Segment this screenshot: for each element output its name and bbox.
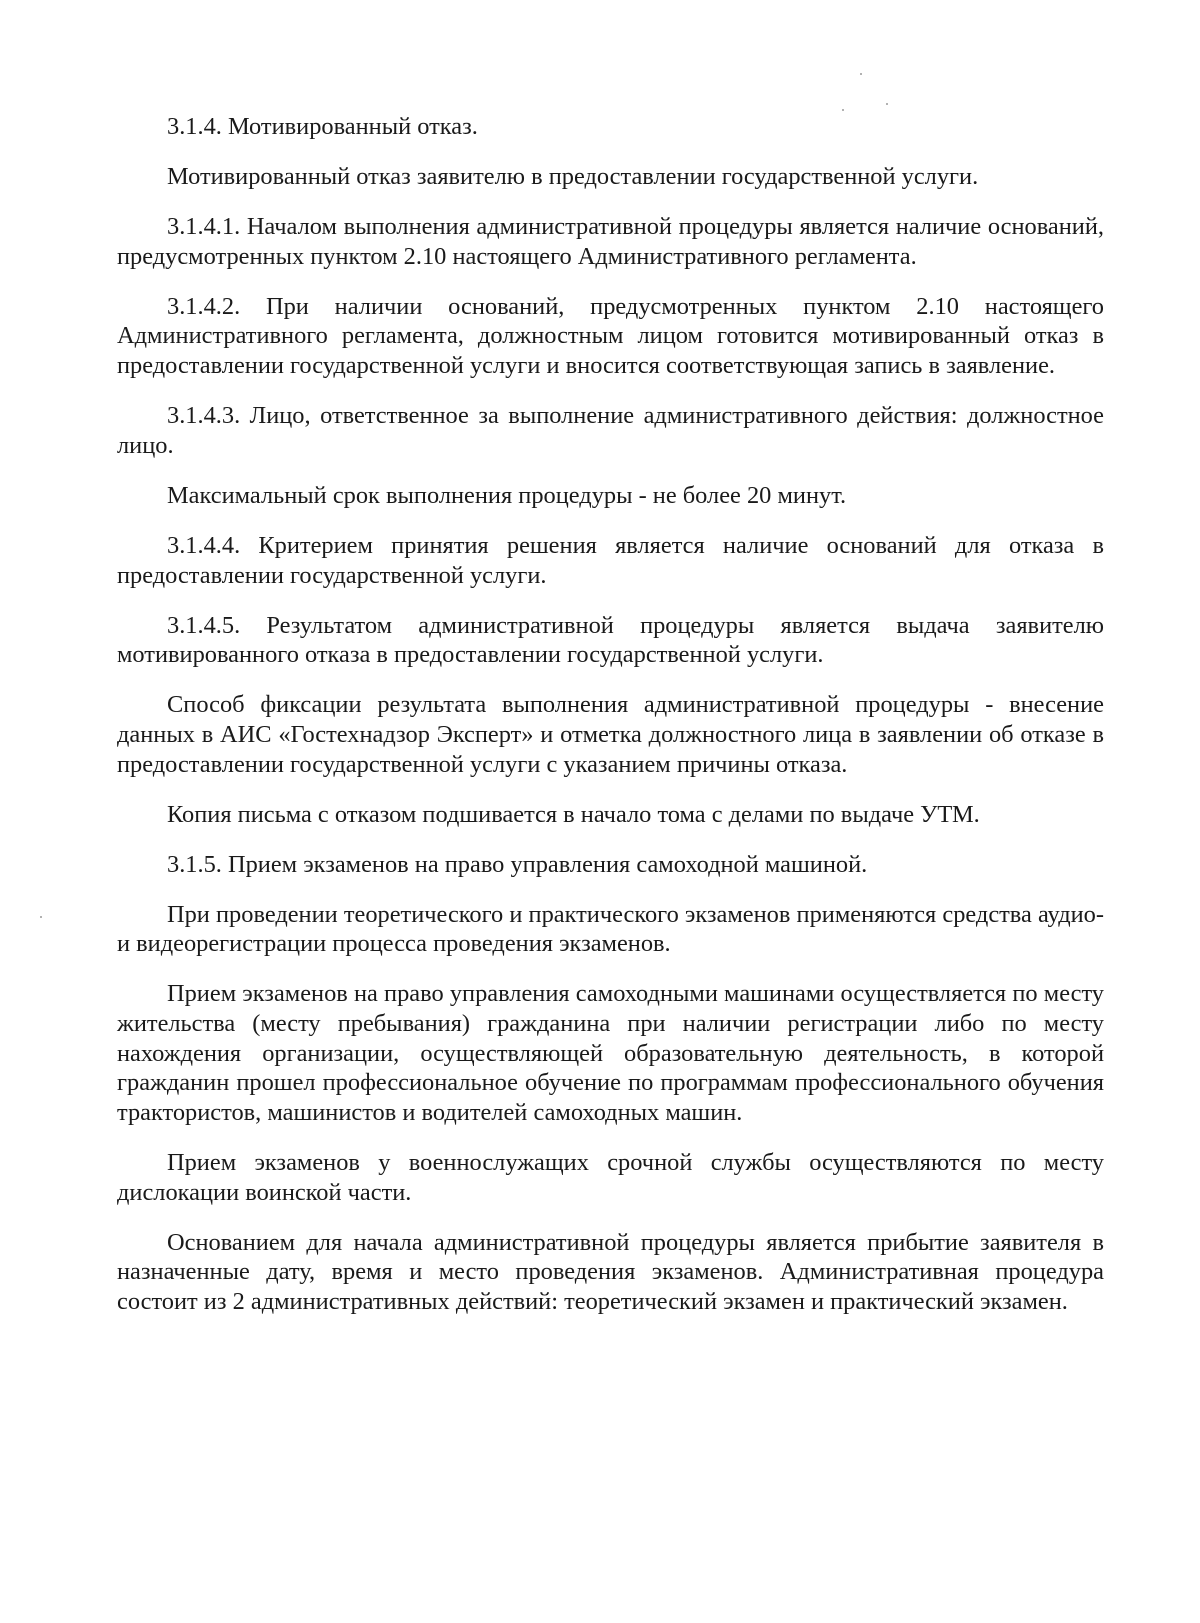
paragraph: При проведении теоретического и практического экзаменов применяются средства аудио- и видеорегистрации процесса проведения экзаменов. — [117, 900, 1104, 958]
document-body — [117, 112, 1104, 1337]
scan-speck — [40, 916, 42, 918]
paragraph-3-1-4-5: 3.1.4.5. Результатом административной процедуры является выдача заявителю мотивированного отказа в предоставлении государственной услуги. — [117, 611, 1104, 669]
paragraph-3-1-4-4: 3.1.4.4. Критерием принятия решения является наличие оснований для отказа в предоставлении государственной услуги. — [117, 531, 1104, 589]
paragraph-3-1-4-2: 3.1.4.2. При наличии оснований, предусмотренных пунктом 2.10 настоящего Административного регламента, должностным лицом готовится мотивированный отказ в предоставлении государственной услуги и вносится соответствующая запись в заявление. — [117, 292, 1104, 380]
paragraph-3-1-4-3: 3.1.4.3. Лицо, ответственное за выполнение административного действия: должностное лицо. — [117, 402, 1104, 459]
heading-3-1-4: 3.1.4. Мотивированный отказ. — [167, 113, 478, 140]
paragraph: Прием экзаменов на право управления самоходными машинами осуществляется по месту жительства (месту пребывания) гражданина при наличии регистрации либо по месту нахождения организации, осуществляющей образовательную деятельность, в которой гражданин прошел профессиональное обучение по программам профессионального обучения трактористов, машинистов и водителей самоходных машин. — [117, 980, 1104, 1126]
paragraph: Прием экзаменов у военнослужащих срочной службы осуществляются по месту дислокации воинской части. — [117, 1148, 1104, 1206]
paragraph: Мотивированный отказ заявителю в предоставлении государственной услуги. — [167, 163, 979, 191]
paragraph-3-1-4-1: 3.1.4.1. Началом выполнения административной процедуры является наличие оснований, предусмотренных пунктом 2.10 настоящего Административного регламента. — [117, 213, 1104, 270]
scan-speck — [886, 103, 888, 105]
paragraph: Максимальный срок выполнения процедуры - не более 20 минут. — [167, 481, 847, 509]
scan-speck — [842, 109, 844, 111]
paragraph: Способ фиксации результата выполнения административной процедуры - внесение данных в АИС «Гостехнадзор Эксперт» и отметка должностного лица в заявлении об отказе в предоставлении государственной услуги с указанием причины отказа. — [117, 691, 1104, 778]
scan-speck — [860, 73, 862, 75]
paragraph: Основанием для начала административной процедуры является прибытие заявителя в назначенные дату, время и место проведения экзаменов. Административная процедура состоит из 2 административных действий: теоретический экзамен и практический экзамен. — [117, 1228, 1104, 1315]
paragraph: Копия письма с отказом подшивается в начало тома с делами по выдаче УТМ. — [167, 800, 980, 828]
heading-3-1-5: 3.1.5. Прием экзаменов на право управления самоходной машиной. — [167, 850, 868, 878]
